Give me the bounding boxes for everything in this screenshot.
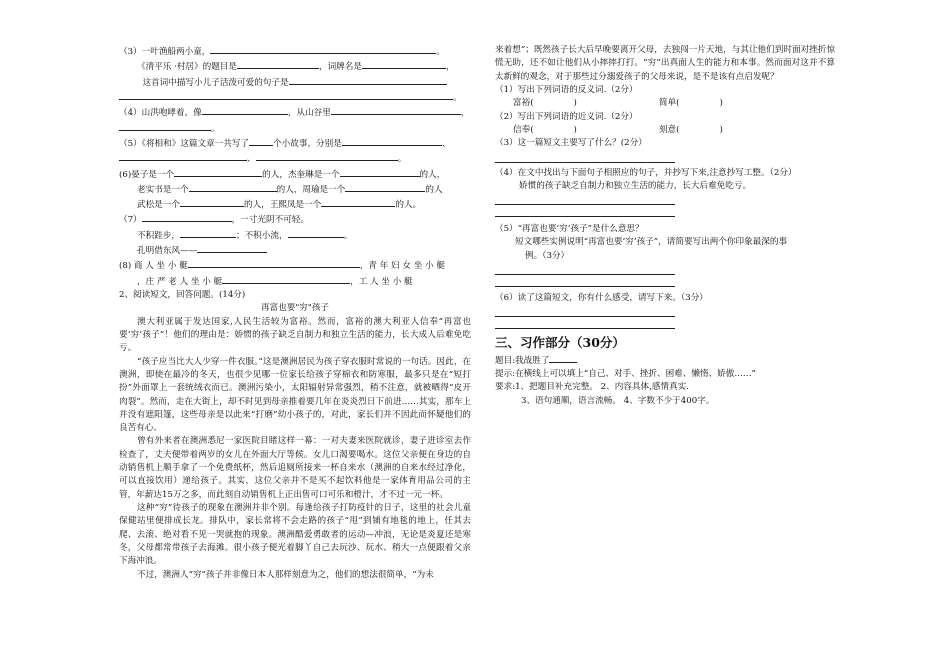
answer-blank[interactable] [256,151,398,161]
section-2-heading: 2、阅读短文，回答问题。(14分) [119,290,246,300]
answer-blank[interactable] [237,59,319,69]
antonym-row: 富裕( ) 简单( ) [513,98,723,109]
answer-line[interactable] [495,305,675,317]
answer-blank[interactable] [142,212,232,222]
passage-paragraph-3: 曾有外来者在澳洲悉尼一家医院目睹这样一幕：一对夫妻来医院就诊，妻子进诊室去作检查了，丈夫便带着两岁的女儿在外面大厅等候。女儿口渴要喝水。这位父亲便在身边的自动销售机上顺手拿了一个免费纸杯，然后追厕所接来一杯自来水（澳洲的自来水经过净化，可以直接饮用）递给孩子。其实，这位父亲并不是买不起饮料他是一家体育用品公司的主管，年薪达15万之多，而此刻自动销售机上正出售可口可乐和橙汁，才不过一元一杯。 [119,436,471,500]
question-7: （7） ，一寸光阴不可轻。 [119,212,471,227]
answer-blank[interactable] [119,90,453,100]
question-6-line2: 老实书是一个 的人，周瑜是一个 的人 [119,182,471,197]
passage-paragraph-5-continued: 来着想”；既然孩子长大后早晚要离开父母，去独闯一片天地，与其让他们到时面对挫折惊慌无助，还不如让他们从小摔摔打打。“穷”出真面人生的能力和本事。然而面对这并不算太新鲜的观念，对于那些过分溺爱孩子的父母来说，是不是该有点启发呢？ [495,45,835,82]
topic-blank[interactable] [549,353,577,363]
answer-blank[interactable] [362,59,446,69]
answer-blank[interactable] [197,243,267,253]
answer-blank[interactable] [345,182,425,192]
answer-blank[interactable] [174,167,262,177]
passage-paragraph-2: “孩子应当比大人少穿一件衣服。”这是澳洲居民为孩子穿衣服时常说的一句话。因此，在澳洲，即使在最冷的冬天，也很少见哪一位家长给孩子穿棉衣和防寒服，最多只是在“短打扮”外面罩上一套统绒衣而已。澳洲污染小，太阳辐射异常强烈，稍不注意，就被晒得“皮开肉裂”。然而，走在大街上，却不时见到母亲推着要几年在炎炎烈日下前进……其实，那车上并没有遮阳篷，这些母亲是以此来“打磨”幼小孩子的，对此，家长们并不因此而怀疑他们的良苦有心。 [119,356,471,434]
question-r5-line2: 短文哪些实例说明“再富也要‘穷’孩子”，请简要写出两个你印象最深的事 [515,237,788,248]
answer-blank[interactable] [321,197,395,207]
answer-blank[interactable] [210,44,436,54]
question-7-line3: 孔明借东风—— [119,243,471,258]
passage-title: 再富也要"穷"孩子 [260,303,330,314]
question-5: （5）《将相和》这篇文章一共写了 个小故事，分别是 、 [119,136,471,151]
answer-blank[interactable] [342,136,442,146]
synonym-row: 信奉( ) 刻意( ) [513,124,723,135]
answer-blank[interactable] [189,182,277,192]
answer-blank[interactable] [180,197,244,207]
left-column [119,44,471,582]
right-column [495,44,835,408]
question-8-line2: ，庄 严 老 人 坐 小 艇 ，工 人 坐 小 艇 [119,274,471,289]
answer-line[interactable] [495,205,675,217]
question-r6: （6）读了这篇短文，你有什么感受，请写下来。（3分） [495,293,708,304]
question-r4-quote: 娇惯的孩子缺乏自制力和独立生活的能力，长大后难免吃亏。 [519,180,752,191]
answer-blank[interactable] [222,274,350,284]
essay-requirements-2: 3、语句通顺，语言流畅。 4、字数不少于400字。 [521,395,715,406]
answer-line[interactable] [495,317,675,329]
answer-blank[interactable] [119,151,247,161]
section-3-heading: 三、习作部分（30分） [495,335,625,351]
question-r2: （2）写出下列词语的近义词.（2分） [495,111,638,122]
passage-paragraph-1: 澳大利亚属于发达国家,人民生活较为富裕。然而，富裕的澳大利亚人信奉“再富也要‘穷’孩子”！他们的理由是：娇惯的孩子缺乏自制力和独立生活的能力，长大成人后难免吃亏。 [119,316,471,354]
question-8: (8) 商 人 坐 小 艇 ，青 年 妇 女 坐 小 艇 [119,258,471,273]
essay-topic: 题目:我战胜了 [495,353,835,368]
question-6: (6)晏子是一个 的人，杰奎琳是一个 的人， [119,167,471,182]
answer-blank[interactable] [288,228,344,238]
answer-line[interactable] [495,193,675,205]
question-r1: （1）写出下列词语的反义词.（2分） [495,84,638,95]
answer-blank[interactable] [331,105,461,115]
answer-blank[interactable] [249,136,273,146]
answer-line[interactable] [495,275,675,287]
question-5-blank: 、 。 [119,151,471,166]
essay-hint: 提示:在横线上可以填上“自己、对手、挫折、困难、懒惰、娇傲……” [495,369,756,380]
question-4: （4）山洪咆哮着，像 ，从山谷里 ， [119,105,471,120]
question-6-line3: 武松是一个 的人，王熙凤是一个 的人。 [119,197,471,212]
question-r3: （3）这一篇短文主要写了什么？(2分） [495,138,647,149]
answer-blank[interactable] [289,75,447,85]
answer-blank[interactable] [188,258,360,268]
essay-requirements-1: 要求:1、把题目补充完整。 2、内容具体,感情真实. [495,382,689,393]
question-r4: （4）在文中找出与下面句子相照应的句子，并抄写下来,注意抄写工整。（2分） [495,167,797,178]
answer-blank[interactable] [340,167,420,177]
passage-paragraph-5: 不过，澳洲人“穷”孩子并非像日本人那样刻意为之，他们的想法很简单，“为未 [137,569,434,580]
passage-paragraph-4: 这种“穷”待孩子的现象在澳洲并非个别。每逢给孩子打防疫针的日子，这里的社会儿童保健站里便排成长龙。排队中，家长常将不会走路的孩子“甩”到铺有地毯的地上，任其去爬、去滚、绝对看不见一哭就抱的现象。澳洲酷爱勇敢者的运动—冲浪，无论是炎夏还是寒冬，父母都常带孩子去海滩。很小孩子便光着脚丫自己去玩沙、玩水、稍大一点便跟着父亲下海冲浪。 [119,503,471,567]
answer-blank[interactable] [119,121,211,131]
question-r5-line3: 例。（3分） [525,250,570,261]
question-3-sentence: 这首词中描写小儿子活泼可爱的句子是 [119,75,471,90]
answer-blank[interactable] [202,105,288,115]
question-3-poem: 《清平乐 ·村居》的题目是 ，词牌名是 ， [119,59,471,74]
question-3: （3）一叶渔船两小童， 。 [119,44,471,59]
question-r5: （5）“再富也要‘穷’孩子”是什么意思？ [495,224,644,235]
question-4-blank: 。 [119,121,471,136]
answer-line[interactable] [495,151,675,163]
answer-line[interactable] [495,263,675,275]
question-3-blank: 。 [119,90,471,105]
question-7-line2: 不积跬步， ；不积小流， 。 [119,228,471,243]
answer-blank[interactable] [180,228,236,238]
